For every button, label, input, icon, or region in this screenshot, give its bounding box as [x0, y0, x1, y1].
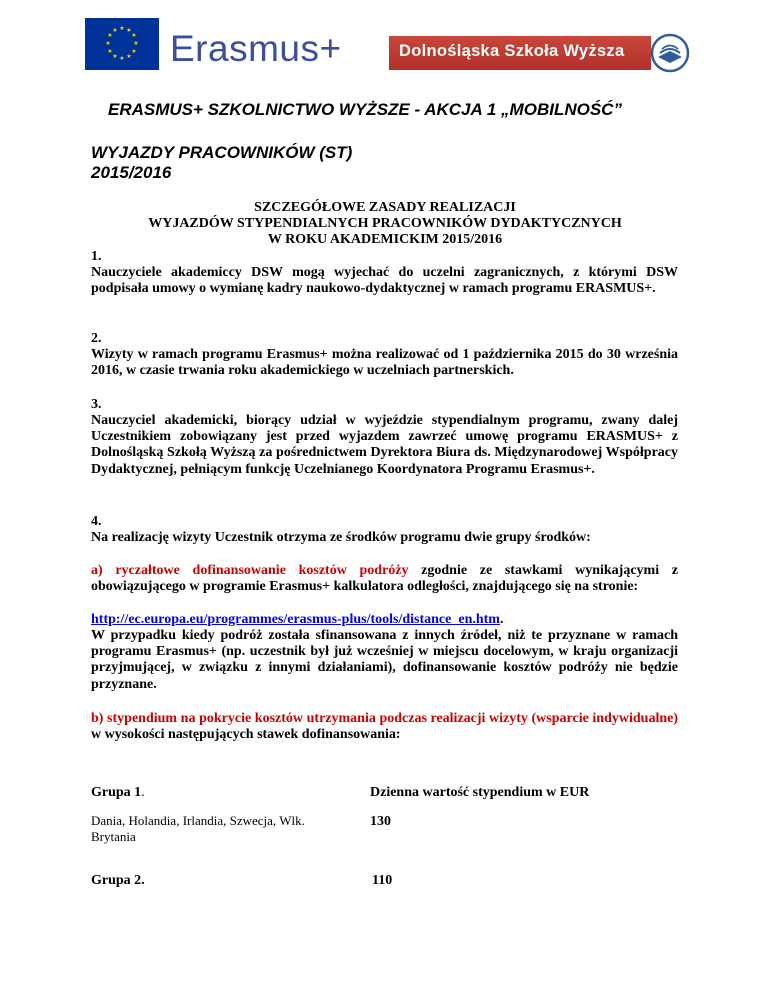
eu-flag-logo [85, 18, 159, 70]
point-b-lead: b) stypendium na pokrycie kosztów utrzymania podczas realizacji wizyty (wsparcie indywidualne) [91, 711, 678, 726]
section-number: 1. [91, 249, 102, 264]
section-4-text: Na realizację wizyty Uczestnik otrzyma ze środków programu dwie grupy środków: [91, 530, 591, 545]
point-a-link-line [91, 612, 678, 628]
point-a-paragraph [91, 563, 678, 595]
dsw-book-emblem-icon [650, 33, 690, 73]
section-number: 2. [91, 331, 102, 346]
svg-text:★: ★ [131, 48, 137, 55]
svg-text:★: ★ [107, 32, 113, 39]
svg-text:★: ★ [112, 27, 118, 34]
svg-text:★: ★ [133, 40, 139, 47]
table-group-1-countries: Dania, Holandia, Irlandia, Szwecja, Wlk. Brytania [91, 813, 305, 844]
svg-text:★: ★ [107, 48, 113, 55]
rules-heading-line-2: WYJAZDÓW STYPENDIALNYCH PRACOWNIKÓW DYDAKTYCZNYCH [148, 216, 622, 231]
svg-text:★: ★ [126, 53, 132, 60]
page-title: ERASMUS+ SZKOLNICTWO WYŻSZE - AKCJA 1 „MOBILNOŚĆ” [108, 100, 622, 119]
table-group-1-header: Grupa 1. [91, 785, 145, 800]
svg-text:★: ★ [119, 55, 125, 62]
erasmus-plus-logo-text: Erasmus+ [170, 28, 342, 69]
link-period: . [499, 612, 504, 627]
section-2-text: Wizyty w ramach programu Erasmus+ można realizować od 1 października 2015 do 30 września 2016, w czasie trwania roku akademickiego w uczelniach partnerskich. [91, 347, 678, 379]
point-a-note: W przypadku kiedy podróż została sfinansowana z innych źródeł, niż te przyznane w ramach programu Erasmus+ (np. uczestnik był już wcześniej w miejscu docelowym, w kraju organizacji przyjmującej, w związku z innymi działaniami), dofinansowanie kosztów podróży nie będzie przyznane. [91, 628, 678, 692]
point-b-text: w wysokości następujących stawek dofinansowania: [91, 727, 401, 743]
dsw-logo-text: Dolnośląska Szkoła Wyższa [399, 42, 625, 60]
point-a-text: zgodnie ze stawkami wynikającymi z obowiązującego w programie Erasmus+ kalkulatora odległości, znajdującego się na stronie: [91, 563, 679, 595]
subtitle-line-1: WYJAZDY PRACOWNIKÓW (ST) [91, 143, 353, 162]
table-group-2-value: 110 [372, 873, 393, 888]
svg-text:★: ★ [131, 32, 137, 39]
rules-heading-line-1: SZCZEGÓŁOWE ZASADY REALIZACJI [254, 200, 516, 215]
rules-heading-line-3: W ROKU AKADEMICKIM 2015/2016 [267, 232, 503, 247]
svg-text:★: ★ [105, 40, 111, 47]
subtitle-line-2: 2015/2016 [91, 163, 172, 182]
table-group-2-label: Grupa 2. [91, 873, 145, 888]
section-number: 3. [91, 397, 102, 412]
eu-stars-icon [85, 18, 159, 70]
point-a-lead: a) ryczałtowe dofinansowanie kosztów podróży [91, 563, 409, 578]
table-group-1-value: 130 [370, 814, 391, 829]
point-b-paragraph [91, 711, 678, 743]
svg-text:★: ★ [119, 25, 125, 32]
distance-calculator-link[interactable]: http://ec.europa.eu/programmes/erasmus-plus/tools/distance_en.htm [91, 612, 500, 627]
section-1-text: Nauczyciele akademiccy DSW mogą wyjechać do uczelni zagranicznych, z którymi DSW podpisała umowy o wymianę kadry naukowo-dydaktycznej w ramach programu ERASMUS+. [91, 265, 678, 297]
svg-text:★: ★ [126, 27, 132, 34]
table-rate-header: Dzienna wartość stypendium w EUR [370, 785, 590, 800]
svg-text:★: ★ [112, 53, 118, 60]
dsw-logo-banner [389, 36, 651, 70]
section-3-text: Nauczyciel akademicki, biorący udział w wyjeździe stypendialnym programu, zwany dalej Uczestnikiem zobowiązany jest przed wyjazdem zawrzeć umowę programu ERASMUS+ z Dolnośląską Szkołą Wyższą za pośrednictwem Dyrektora Biura ds. Międzynarodowej Współpracy Dydaktycznej, pełniącym funkcję Uczelnianego Koordynatora Programu Erasmus+. [91, 413, 678, 477]
section-number: 4. [91, 514, 102, 529]
